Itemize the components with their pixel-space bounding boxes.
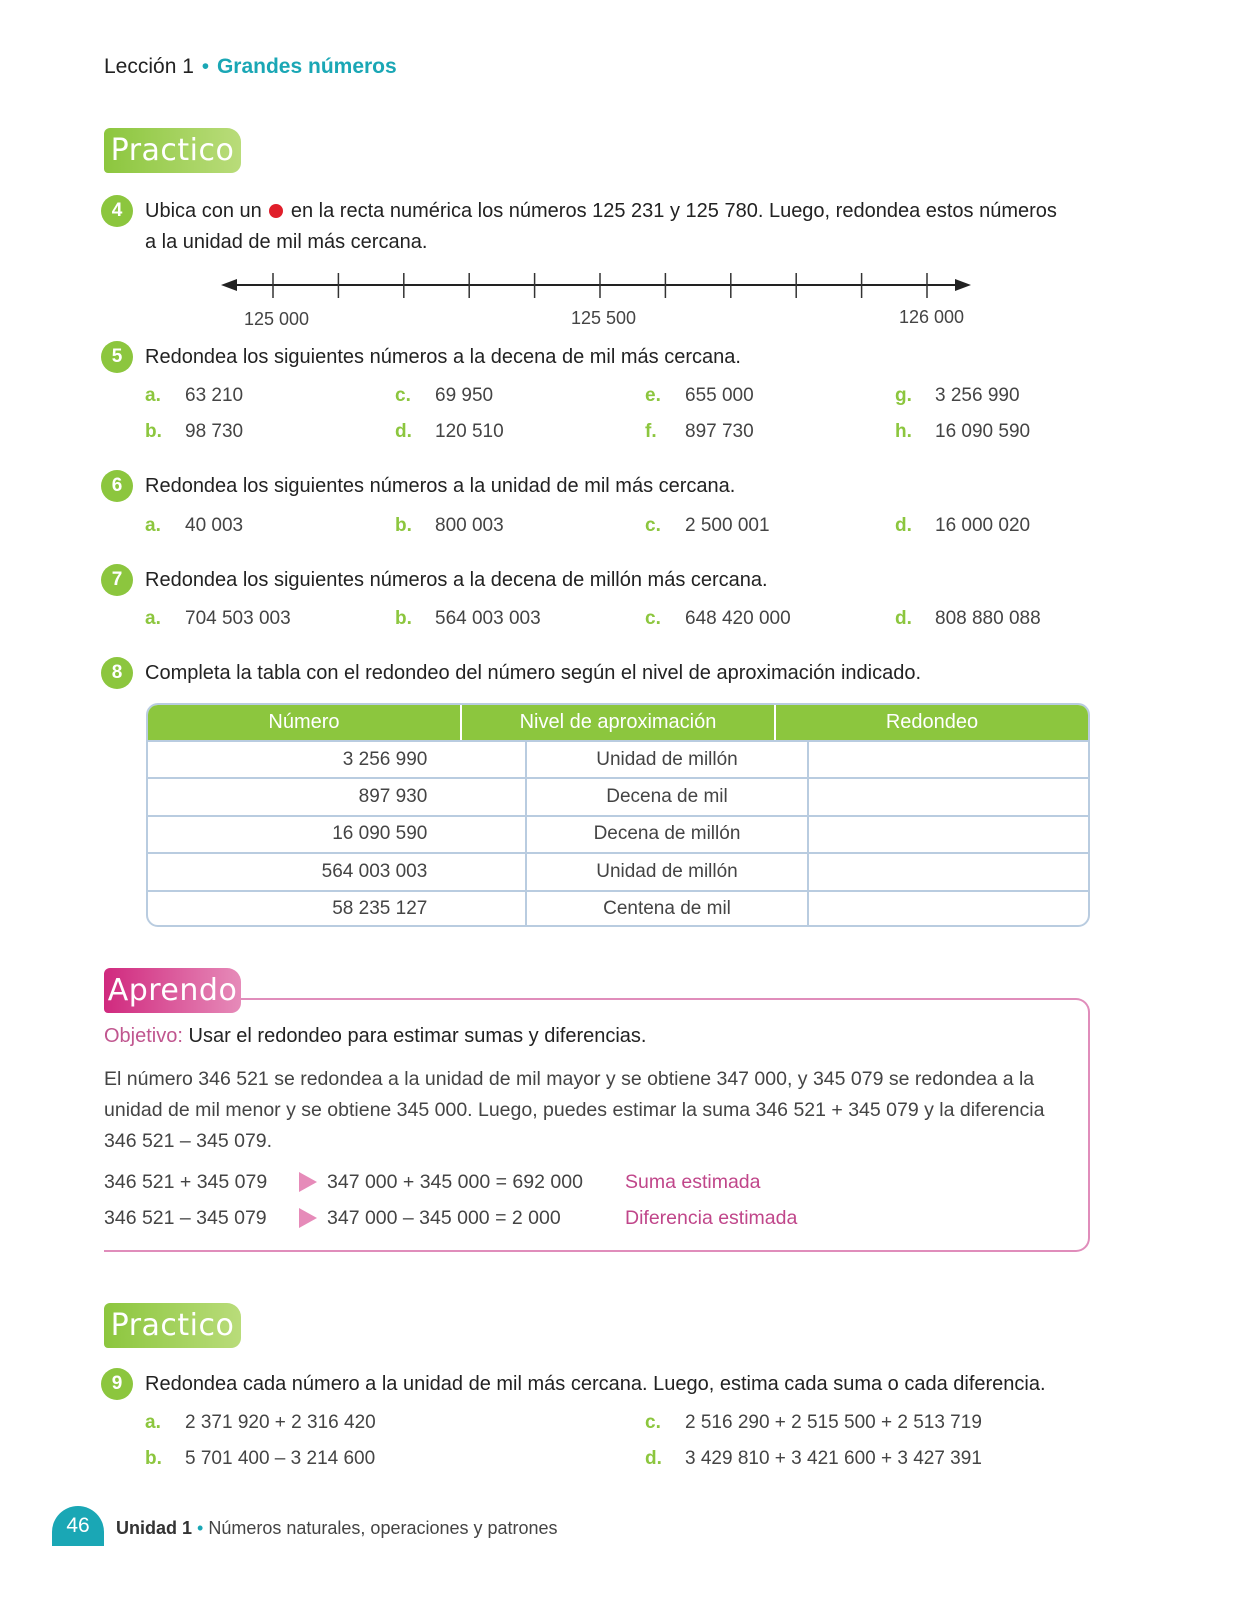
tick-label-125000: 125 000 (244, 309, 310, 329)
exercise-4-statement (145, 196, 1057, 258)
objective-label: Objetivo: (104, 1025, 183, 1047)
exercise-5-item-g: g. 3 256 990 (895, 385, 1020, 406)
exercise-6-item-b: b. 800 003 (395, 515, 504, 536)
red-dot-icon (269, 204, 283, 218)
exercise-9-item-d: d. 3 429 810 + 3 421 600 + 3 427 391 (645, 1448, 982, 1469)
exercise-9-statement: Redondea cada número a la unidad de mil más cercana. Luego, estima cada suma o cada diferencia. (145, 1373, 1046, 1395)
exercise-5-item-h: h. 16 090 590 (895, 421, 1031, 442)
exercise-8-statement: Completa la tabla con el redondeo del número según el nivel de aproximación indicado. (145, 662, 922, 684)
exercise-9-item-a: a. 2 371 920 + 2 316 420 (145, 1412, 376, 1433)
page-number: 46 (52, 1506, 104, 1546)
exercise-number-8: 8 (101, 657, 133, 689)
exercise-number-6: 6 (101, 470, 133, 502)
exercise-7-item-c: c. 648 420 000 (645, 608, 791, 629)
exercise-7-item-d: d. 808 880 088 (895, 608, 1041, 629)
arrow-right-icon (299, 1172, 317, 1192)
tick-label-126000: 126 000 (899, 307, 965, 327)
practico-badge-2: Practico (104, 1303, 241, 1348)
lesson-separator: • (201, 55, 210, 78)
table-row (148, 890, 1088, 927)
exercise-7-item-b: b. 564 003 003 (395, 608, 541, 629)
cell-level: Decena de millón (527, 817, 808, 852)
exercise-7-item-a: a. 704 503 003 (145, 608, 291, 629)
cell-level: Unidad de millón (527, 742, 808, 777)
example-2-label: Diferencia estimada (625, 1207, 798, 1229)
aprendo-badge: Aprendo (104, 968, 241, 1013)
exercise-5-item-f: f. 897 730 (645, 421, 754, 442)
table-row (148, 740, 1088, 777)
exercise-6-statement: Redondea los siguientes números a la unidad de mil más cercana. (145, 475, 736, 497)
cell-number: 564 003 003 (148, 854, 527, 889)
exercise-number-5: 5 (101, 341, 133, 373)
cell-number: 58 235 127 (148, 892, 527, 927)
exercise-9-item-b: b. 5 701 400 – 3 214 600 (145, 1448, 376, 1469)
exercise-4-text-after: en la recta numérica los números 125 231 y 125 780. Luego, redondea estos números (290, 200, 1057, 222)
footer (116, 1518, 558, 1539)
example-2-expression: 346 521 – 345 079 (104, 1207, 267, 1229)
objective-text: Usar el redondeo para estimar sumas y diferencias. (188, 1025, 647, 1047)
cell-answer[interactable] (809, 779, 1088, 814)
number-line[interactable] (215, 268, 985, 304)
left-arrow-icon (221, 279, 237, 291)
example-2-result: 347 000 – 345 000 = 2 000 (327, 1207, 561, 1229)
table-row (148, 777, 1088, 814)
exercise-5-item-a: a. 63 210 (145, 385, 244, 406)
exercise-6-item-a: a. 40 003 (145, 515, 244, 536)
footer-unit: Unidad 1 (116, 1518, 193, 1538)
cell-level: Unidad de millón (527, 854, 808, 889)
example-1-expression: 346 521 + 345 079 (104, 1171, 268, 1193)
header-redondeo: Redondeo (885, 711, 979, 733)
footer-separator: • (197, 1518, 204, 1538)
cell-number: 897 930 (148, 779, 527, 814)
practico-badge: Practico (104, 128, 241, 173)
footer-title: Números naturales, operaciones y patrones (208, 1518, 558, 1538)
exercise-4-text-line2: a la unidad de mil más cercana. (145, 231, 428, 253)
aprendo-paragraph: El número 346 521 se redondea a la unidad de mil mayor y se obtiene 347 000, y 345 079 se redondea a la unidad de mil menor y se obtiene 345 000. Luego, puedes estimar la suma 346 521 + 345 079 y la diferencia 346 521 – 345 079. (104, 1068, 1045, 1152)
example-1-label: Suma estimada (625, 1171, 761, 1193)
header-nivel: Nivel de aproximación (462, 705, 776, 740)
exercise-4-text-before: Ubica con un (145, 200, 262, 222)
tick-label-125500: 125 500 (571, 308, 637, 328)
arrow-right-icon (299, 1208, 317, 1228)
exercise-number-9: 9 (101, 1368, 133, 1400)
exercise-5-item-d: d. 120 510 (395, 421, 504, 442)
example-1-result: 347 000 + 345 000 = 692 000 (327, 1171, 583, 1193)
table-header (148, 705, 1088, 740)
exercise-6-item-c: c. 2 500 001 (645, 515, 770, 536)
lesson-topic: Grandes números (216, 55, 397, 78)
exercise-6-item-d: d. 16 000 020 (895, 515, 1031, 536)
exercise-5-item-b: b. 98 730 (145, 421, 244, 442)
exercise-number-4: 4 (101, 195, 133, 227)
cell-answer[interactable] (809, 817, 1088, 852)
cell-answer[interactable] (809, 892, 1088, 927)
exercise-7-statement: Redondea los siguientes números a la decena de millón más cercana. (145, 569, 768, 591)
cell-answer[interactable] (809, 742, 1088, 777)
exercise-9-item-c: c. 2 516 290 + 2 515 500 + 2 513 719 (645, 1412, 982, 1433)
exercise-5-item-e: e. 655 000 (645, 385, 754, 406)
table-row (148, 815, 1088, 852)
cell-level: Centena de mil (527, 892, 808, 927)
table-row (148, 852, 1088, 889)
cell-number: 3 256 990 (148, 742, 527, 777)
cell-level: Decena de mil (527, 779, 808, 814)
header-numero: Número (148, 705, 462, 740)
exercise-5-statement: Redondea los siguientes números a la decena de mil más cercana. (145, 346, 741, 368)
rounding-table (146, 703, 1090, 927)
cell-answer[interactable] (809, 854, 1088, 889)
lesson-label: Lección 1 (104, 55, 194, 78)
objective (104, 1025, 647, 1048)
cell-number: 16 090 590 (148, 817, 527, 852)
lesson-header (104, 55, 397, 79)
right-arrow-icon (955, 279, 971, 291)
exercise-number-7: 7 (101, 564, 133, 596)
exercise-5-item-c: c. 69 950 (395, 385, 494, 406)
